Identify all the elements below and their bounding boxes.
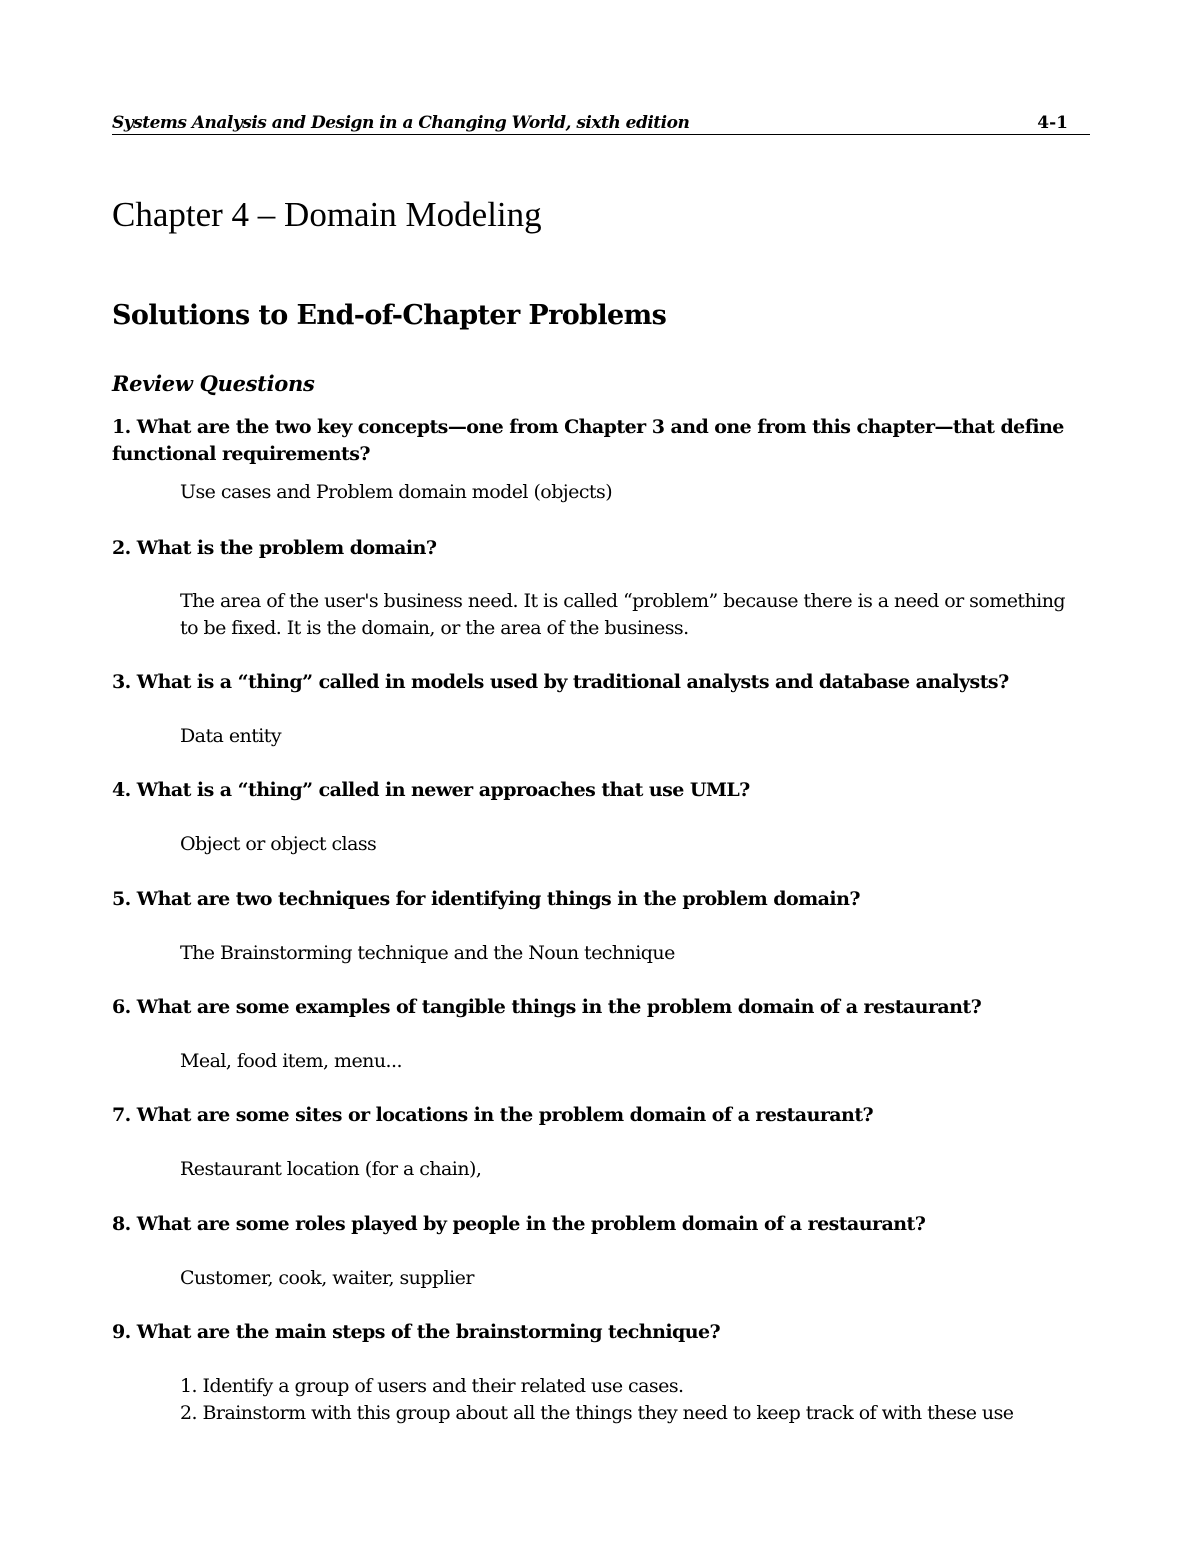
answer-line: 1. Identify a group of users and their related use cases. [180, 1375, 684, 1397]
answer-6 [180, 1048, 1102, 1075]
answer-line: Use cases and Problem domain model (objects) [180, 481, 613, 503]
question-9: 9. What are the main steps of the brainstorming technique? [112, 1321, 721, 1343]
answer-line: Data entity [180, 725, 282, 747]
answer-1 [180, 479, 1102, 506]
subsection-title: Review Questions [112, 371, 315, 396]
answer-line: The Brainstorming technique and the Noun technique [180, 942, 675, 964]
book-title: Systems Analysis and Design in a Changing World, sixth edition [112, 113, 690, 133]
chapter-title: Chapter 4 – Domain Modeling [112, 195, 542, 234]
answer-line: Meal, food item, menu... [180, 1050, 402, 1072]
answer-7 [180, 1156, 1102, 1183]
answer-line: Customer, cook, waiter, supplier [180, 1267, 474, 1289]
answer-line: to be fixed. It is the domain, or the area of the business. [180, 617, 689, 639]
answer-line: Object or object class [180, 833, 377, 855]
question-2: 2. What is the problem domain? [112, 537, 437, 559]
answer-3 [180, 723, 1102, 750]
answer-line: Restaurant location (for a chain), [180, 1158, 482, 1180]
question-3: 3. What is a “thing” called in models used by traditional analysts and database analysts? [112, 671, 1009, 693]
question-1: 1. What are the two key concepts—one from Chapter 3 and one from this chapter—that define functional requirements? [112, 416, 1064, 465]
page-number: 4-1 [1037, 113, 1068, 133]
question-6: 6. What are some examples of tangible things in the problem domain of a restaurant? [112, 996, 982, 1018]
answer-2 [180, 588, 1102, 642]
question-7: 7. What are some sites or locations in the problem domain of a restaurant? [112, 1104, 874, 1126]
answer-4 [180, 831, 1102, 858]
answer-5 [180, 940, 1102, 967]
question-5: 5. What are two techniques for identifying things in the problem domain? [112, 888, 860, 910]
question-8: 8. What are some roles played by people in the problem domain of a restaurant? [112, 1213, 926, 1235]
answer-line: The area of the user's business need. It is called “problem” because there is a need or something [180, 590, 1065, 612]
answer-9 [180, 1373, 1102, 1427]
section-title: Solutions to End-of-Chapter Problems [112, 300, 667, 331]
answer-8 [180, 1265, 1102, 1292]
answer-line: 2. Brainstorm with this group about all the things they need to keep track of with these use [180, 1402, 1014, 1424]
question-4: 4. What is a “thing” called in newer approaches that use UML? [112, 779, 750, 801]
running-header [112, 112, 1090, 135]
